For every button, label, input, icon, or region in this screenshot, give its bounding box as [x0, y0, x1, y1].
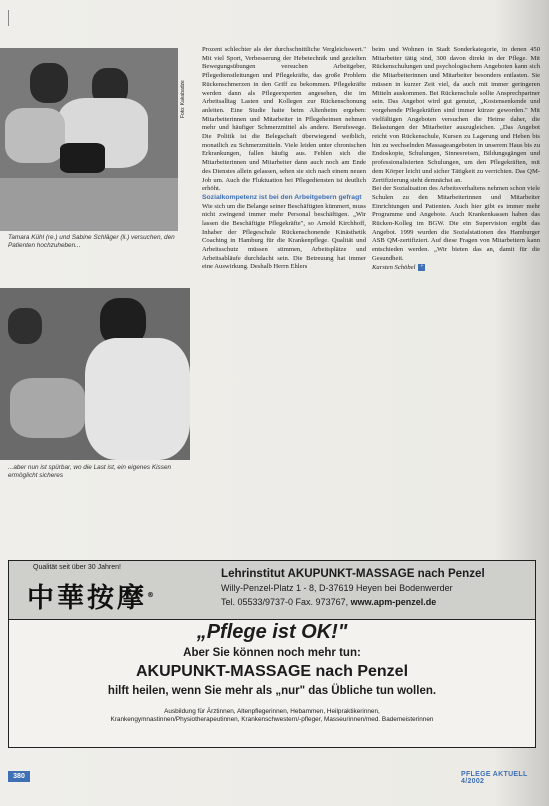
- paragraph: beim und Wohnen in Stadt Sonderkategorie, in denen 450 Mitarbeiter tätig sind, 300 davon direkt in der Pflege. Mit Rückenschulungen und psychologischem Angeboten kann sich die Mitarbeiterinnen und Mitarbeiter besonders entlasten. Sie müssen in kurzer Zeit viel, da auch mit immer geringeren Mitteln auskommen. Bei Rückenschule sollte Ansprechpartner sein. Das Angebot wird gut genutzt, „Kostensenkende und vorgehende Pflegekräften sind immer kürzer geworden." Mit vielfältigen Angeboten versuchen die Heime daher, die Belastungen der Mitarbeiter auszugleichen. „Das Angebot reicht von Rückenschule, Kursen zu Lagerung und Heben bis hin zu wechselnden Massageangeboten in unserem Haus bis zu Endoskopie, Schulungen, Sinnesreisen, Bildungsgängen und professionalisierten Schulungen, um den Pflegekräften, mit dem Körper leicht und sicher Tätigkeit zu verrichten. Das QM-Zertifizierung steht demnächst an.: [372, 46, 540, 184]
- ad-phone: Tel. 05533/9737-0 Fax. 973767: [221, 597, 346, 607]
- photo-credit: Foto: Kakabadze: [180, 80, 186, 118]
- subheading: Sozialkompetenz ist bei den Arbeitgebern gefragt: [202, 193, 362, 201]
- ad-address: Willy-Penzel-Platz 1 - 8, D-37619 Heyen bei Bodenwerder: [221, 583, 453, 593]
- paragraph: Prozent schlechter als der durchschnittliche Vergleichswert." Mit viel Sport, Verbesserung der Hebetechnik und gezielten Bewegungsübungen versuchen Arbeitgeber, Pflegedienstleitungen und Pflegekräfte, das große Problem Rückenschmerzen in den Griff zu bekommen. Pflegekräfte werden dann als Pflegeexperten angesehen, die im Arbeitsalltag Lasten und Kollegen zur Rückenschonung anleiten. Eine Studie hatte beim Altenheim ergeben: Mitarbeiterinnen und Mitarbeiter in Pflegeheimen nehmen mehr und häufiger Schmerzmittel als andere. Berufswege. Die Politik ist die Belegschaft überwiegend weiblich, monatlich zu Schmerzmitteln. Viele leiden unter chronischen Erkrankungen, fallen häufig aus. Fehlen sich die Mitarbeiterinnen und Mitarbeiter dann auch noch am Ende des Dienstes allein gelassen, sehen sie sich nach einem neuen Job um. Auch die Fluktuation bei Pflegediensten ist deutlich erhöht.: [202, 46, 366, 193]
- journal-footer: PFLEGE AKTUELL 4/2002: [461, 771, 528, 785]
- caption-bottom: ...aber nun ist spürbar, wo die Last ist, ein eigenes Kissen ermöglicht sicheres: [8, 464, 172, 479]
- paragraph: Wie sich um die Belange seiner Beschäftigten kümmert, muss nicht zwingend immer mehr Personal beschäftigen. „Wir lassen die Beschäftigte Pflegekräfte", so Arnold Kirchhoff, Inhaber der Pflegeschule Rückenschonende Kinästhetik Coaching in Hamburg für die Krankenpflege. Qualität und Arbeitsschutz müssen stimmen, Arbeitsplätze und Arbeitsabläufe durchdacht sein. Die Betreuung hat immer eine Auswirkung. Deshalb Herrn Ehlers: [202, 202, 366, 271]
- ad-slogan: „Pflege ist OK!": [196, 621, 348, 643]
- ad-since-label: Qualität seit über 30 Jahren!: [33, 564, 121, 571]
- paragraph: Bei der Sozialisation des Arbeitsverhaltens nehmen schon viele Schulen zu den Mitarbeiterinnen und Mitarbeiter Einrichtungen und Patienten. Auch hier gibt es immer mehr Programme und Angebote. Auch Krankenkassen haben das Rücken-Kolleg im BGW. Die ein Supervision ergibt das Angebot. 1999 wurden die Sozialstationen des Hamburger ASB QM-zertifiziert. Auf diese Fragen von Mitarbeitern kann entschieden werden. „Wir bieten das an, damit für die Gesundheit.: [372, 185, 540, 262]
- ad-line-2: AKUPUNKT-MASSAGE nach Penzel: [135, 663, 409, 680]
- ad-institute: Lehrinstitut AKUPUNKT-MASSAGE nach Penzel: [221, 567, 485, 580]
- article-column-3: [372, 46, 540, 522]
- registered-mark-icon: ®: [147, 591, 157, 599]
- ad-logo-chars: 中華按摩: [27, 583, 147, 614]
- ad-fine-print: [9, 708, 535, 724]
- page-number: 380: [8, 771, 30, 782]
- ad-contact: Tel. 05533/9737-0 Fax. 973767, www.apm-penzel.de: [221, 597, 437, 607]
- ad-header: [9, 561, 535, 620]
- photo-patient-lift: [0, 48, 178, 231]
- ad-fine-1: Ausbildung für Ärztinnen, Altenpflegerinnen, Hebammen, Heilpraktikerinnen,: [164, 708, 380, 715]
- author-name: Karsten Schöbel: [372, 263, 416, 271]
- photo-cushion: [0, 288, 190, 460]
- article-column-2: [202, 46, 366, 522]
- ad-line-1: Aber Sie können noch mehr tun:: [183, 647, 361, 659]
- caption-top: Tamara Kühl (re.) und Sabine Schläger (li.) versuchen, den Patienten hochzuheben...: [8, 234, 175, 249]
- advertisement: [8, 560, 536, 748]
- ad-logo: [27, 576, 207, 614]
- ad-fine-2: Krankengymnastinnen/Physiotherapeutinnen, Krankenschwestern/-pfleger, Masseurinnen/med. Bademeisterinnen: [110, 716, 434, 723]
- ad-line-3: hilft heilen, wenn Sie mehr als „nur" das Übliche tun wollen.: [107, 685, 437, 697]
- column-rule: [8, 10, 9, 26]
- ad-website[interactable]: www.apm-penzel.de: [350, 597, 437, 607]
- end-mark-icon: +: [420, 263, 424, 270]
